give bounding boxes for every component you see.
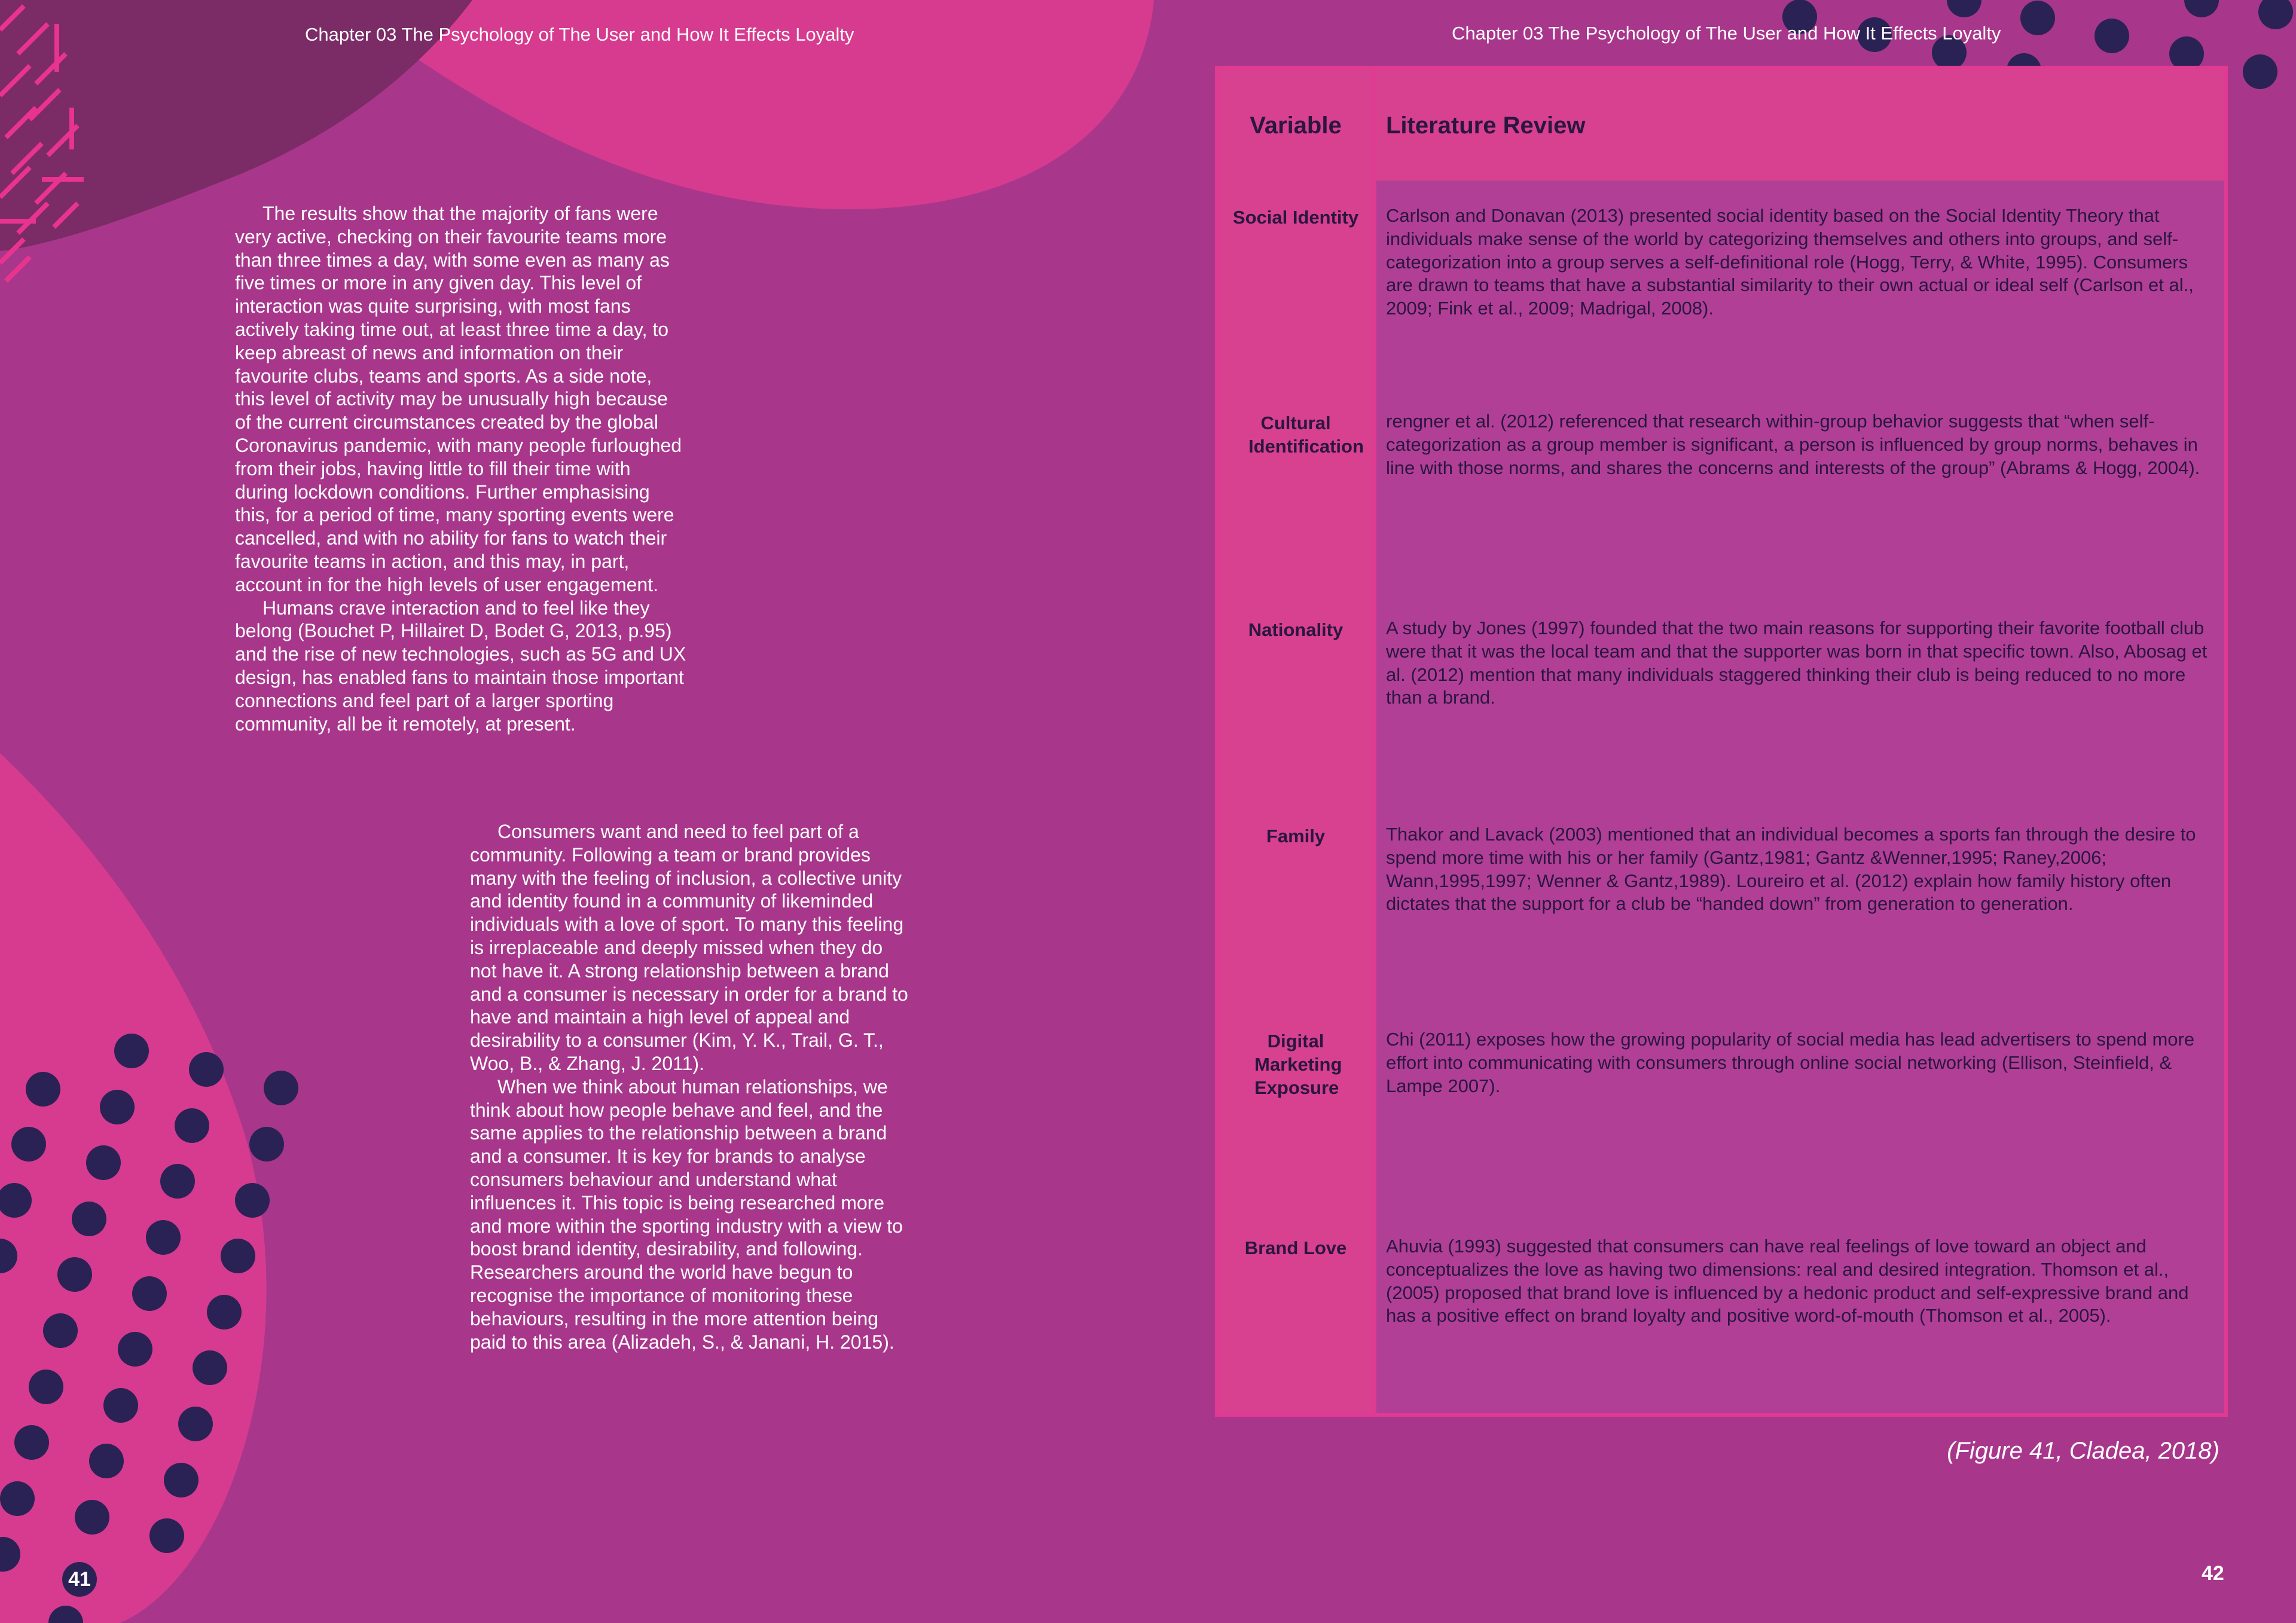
paragraph: The results show that the majority of fans were very active, checking on their favourite teams more than three times a day, with some even as many as five times or more in any given day. This level of interaction was quite surprising, with most fans actively taking time out, at least three time a day, to keep abreast of news and information on their favourite clubs, teams and sports. As a side note, this level of activity may be unusually high because of the current circumstances created by the global Coronavirus pandemic, with many people furloughed from their jobs, having little to fill their time with during lockdown conditions. Further emphasising this, for a period of time, many sporting events were cancelled, and with no ability for fans to watch their favourite teams in action, and this may, in part, account in for the high levels of user engagement.	[235, 203, 682, 595]
row-literature: Carlson and Donavan (2013) presented social identity based on the Social Identity Theory that individuals make sense of the world by categorizing themselves and others into groups, and self-categorization into a group serves a self-definitional role (Hogg, Terry, & White, 1995). Consumers are drawn to teams that have a substantial similarity to their own actual or ideal self (Carlson et al., 2009; Fink et al., 2009; Madrigal, 2008).	[1386, 205, 2194, 319]
pink-blob-left	[0, 753, 267, 1623]
row-literature: Ahuvia (1993) suggested that consumers can have real feelings of love toward an object and conceptualizes the love as having two dimensions: real and desired integration. Thomson et al., (2005) proposed that brand love is influenced by a hedonic product and self-expressive brand and has a positive effect on brand loyalty and positive word-of-mouth (Thomson et al., 2005).	[1386, 1236, 2189, 1326]
row-literature: A study by Jones (1997) founded that the two main reasons for supporting their favorite football club were that it was the local team and that the supporter was born in that specific town. Also, Abosag et al. (2012) mention that many individuals staggered thinking their club is being reduced to no more than a brand.	[1386, 618, 2208, 708]
column-header-variable: Variable	[1250, 112, 1342, 139]
literature-table	[1215, 66, 2228, 1417]
row-variable: Brand Love	[1244, 1237, 1347, 1258]
row-variable: Cultural Identification	[1248, 412, 1364, 457]
row-literature: Thakor and Lavack (2003) mentioned that an individual becomes a sports fan through the desire to spend more time with his or her family (Gantz,1981; Gantz &Wenner,1995; Raney,2006; Wann,1995,1997; Wenner & Gantz,1989). Loureiro et al. (2012) explain how family history often dictates that the support for a club be “handed down” from generation to generation.	[1386, 824, 2196, 915]
page-number-left: 41	[62, 1562, 97, 1597]
figure-caption: (Figure 41, Cladea, 2018)	[1947, 1438, 2219, 1464]
row-variable: Nationality	[1248, 619, 1344, 640]
row-literature: rengner et al. (2012) referenced that research within-group behavior suggests that “when self-categorization as a group member is significant, a person is influenced by group norms, behaves in line with those norms, and shares the concerns and interests of the group” (Abrams & Hogg, 2004).	[1386, 411, 2200, 478]
page-number-right: 42	[2202, 1562, 2224, 1585]
row-variable: Family	[1266, 826, 1326, 846]
row-literature: Chi (2011) exposes how the growing popularity of social media has lead advertisers to spend more effort into communicating with consumers through online social networking (Ellison, Steinfield, & Lampe 2007).	[1386, 1029, 2195, 1096]
paragraph: Humans crave interaction and to feel like they belong (Bouchet P, Hillairet D, Bodet G, 2013, p.95) and the rise of new technologies, such as 5G and UX design, has enabled fans to maintain those important connections and feel part of a larger sporting community, all be it remotely, at present.	[235, 597, 686, 735]
row-variable: Social Identity	[1232, 207, 1359, 228]
row-variable: Digital Marketing Exposure	[1254, 1031, 1342, 1098]
column-divider	[1373, 69, 1376, 1413]
paragraph: When we think about human relationships, we think about how people behave and feel, and the same applies to the relationship between a brand and a consumer. It is key for brands to analyse consumers behaviour and understand what influences it. This topic is being researched more and more within the sporting industry with a view to boost brand identity, desirability, and following. Researchers around the world have begun to recognise the importance of monitoring these behaviours, resulting in the more attention being paid to this area (Alizadeh, S., & Janani, H. 2015).	[470, 1075, 903, 1353]
body-column-left	[235, 202, 686, 735]
running-header-left: Chapter 03 The Psychology of The User and How It Effects Loyalty	[305, 24, 854, 45]
variable-column	[1219, 69, 1373, 1413]
column-header-literature: Literature Review	[1386, 112, 1586, 139]
running-header-right: Chapter 03 The Psychology of The User and How It Effects Loyalty	[1452, 23, 2001, 44]
paragraph: Consumers want and need to feel part of a community. Following a team or brand provides many with the feeling of inclusion, a collective unity and identity found in a community of likeminded individuals with a love of sport. To many this feeling is irreplaceable and deeply missed when they do not have it. A strong relationship between a brand and a consumer is necessary in order for a brand to have and maintain a high level of appeal and desirability to a consumer (Kim, Y. K., Trail, G. T., Woo, B., & Zhang, J. 2011).	[470, 821, 908, 1074]
body-column-right	[470, 820, 912, 1353]
